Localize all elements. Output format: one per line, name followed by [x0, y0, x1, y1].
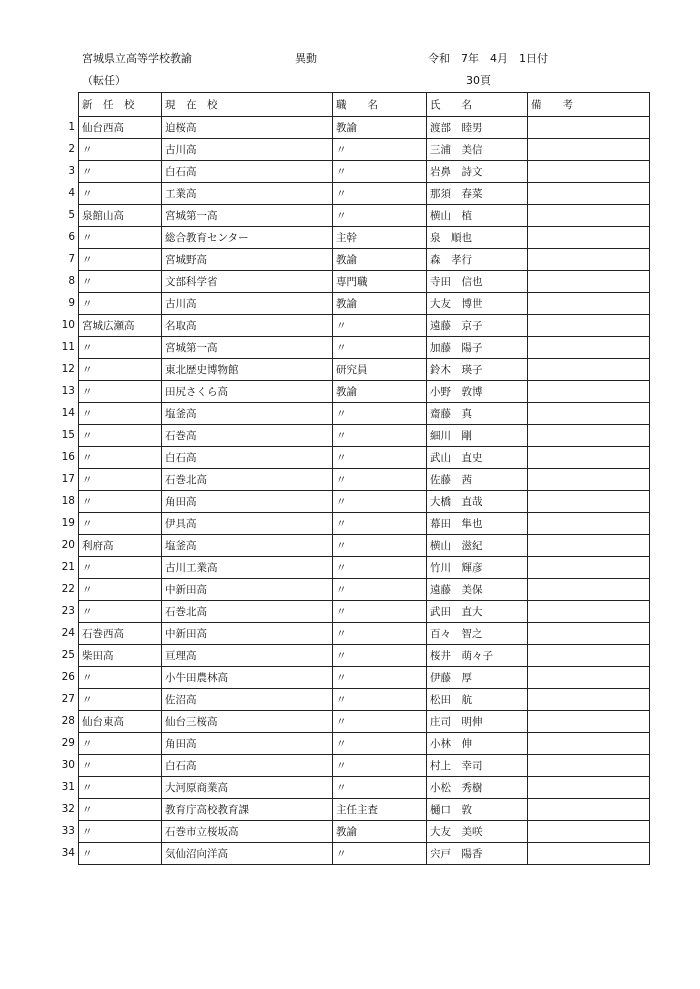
remarks-cell [528, 645, 650, 667]
name-cell: 樋口 敦 [427, 799, 528, 821]
name-cell: 小林 伸 [427, 733, 528, 755]
row-number: 14 [61, 407, 75, 419]
table-row [79, 337, 650, 359]
current-school-cell: 伊具高 [162, 513, 333, 535]
position-cell: 〃 [333, 491, 427, 513]
new-school-text: 〃 [82, 496, 93, 508]
position-cell: 〃 [333, 755, 427, 777]
new-school-cell [68, 205, 162, 227]
name-cell: 村上 幸司 [427, 755, 528, 777]
position-cell: 〃 [333, 645, 427, 667]
remarks-cell [528, 183, 650, 205]
row-number: 8 [68, 275, 75, 287]
new-school-text: 〃 [82, 298, 93, 310]
new-school-text: 石巻西高 [82, 628, 124, 640]
new-school-cell [61, 557, 162, 579]
remarks-cell [528, 249, 650, 271]
new-school-text: 〃 [82, 474, 93, 486]
document-organization: 宮城県立高等学校教諭 [82, 52, 192, 65]
table-row [79, 271, 650, 293]
new-school-cell [68, 227, 162, 249]
new-school-text: 〃 [82, 848, 93, 860]
new-school-text: 〃 [82, 144, 93, 156]
position-cell: 主任主査 [333, 799, 427, 821]
new-school-text: 柴田高 [82, 650, 114, 662]
position-cell: 〃 [333, 513, 427, 535]
remarks-cell [528, 711, 650, 733]
column-header-remarks: 備 考 [528, 93, 650, 117]
position-cell: 〃 [333, 777, 427, 799]
current-school-cell: 田尻さくら高 [162, 381, 333, 403]
table-row [79, 381, 650, 403]
table-row [79, 161, 650, 183]
new-school-cell [61, 469, 162, 491]
row-number: 9 [68, 297, 75, 309]
new-school-text: 〃 [82, 584, 93, 596]
row-number: 31 [61, 781, 75, 793]
current-school-cell: 石巻北高 [162, 601, 333, 623]
effective-date: 令和 7年 4月 1日付 [428, 52, 548, 65]
table-row [79, 447, 650, 469]
new-school-text: 〃 [82, 232, 93, 244]
name-cell: 寺田 信也 [427, 271, 528, 293]
table-row [79, 117, 650, 139]
remarks-cell [528, 227, 650, 249]
new-school-text: 宮城広瀬高 [82, 320, 135, 332]
current-school-cell: 石巻市立桜坂高 [162, 821, 333, 843]
current-school-cell: 塩釜高 [162, 403, 333, 425]
row-number: 2 [68, 143, 75, 155]
row-number: 28 [61, 715, 75, 727]
new-school-cell [61, 403, 162, 425]
current-school-cell: 宮城第一高 [162, 337, 333, 359]
current-school-cell: 角田高 [162, 491, 333, 513]
table-row [79, 535, 650, 557]
new-school-cell [61, 623, 162, 645]
row-number: 29 [61, 737, 75, 749]
name-cell: 齋藤 真 [427, 403, 528, 425]
remarks-cell [528, 557, 650, 579]
row-number: 23 [61, 605, 75, 617]
name-cell: 横山 植 [427, 205, 528, 227]
remarks-cell [528, 601, 650, 623]
new-school-text: 〃 [82, 386, 93, 398]
remarks-cell [528, 139, 650, 161]
name-cell: 竹川 輝彦 [427, 557, 528, 579]
position-cell: 〃 [333, 183, 427, 205]
row-number: 34 [61, 847, 75, 859]
new-school-text: 仙台東高 [82, 716, 124, 728]
position-cell: 〃 [333, 667, 427, 689]
table-row [79, 205, 650, 227]
new-school-cell [61, 359, 162, 381]
new-school-cell [61, 381, 162, 403]
remarks-cell [528, 689, 650, 711]
new-school-cell [61, 821, 162, 843]
new-school-cell [68, 139, 162, 161]
new-school-text: 泉館山高 [82, 210, 124, 222]
row-number: 4 [68, 187, 75, 199]
name-cell: 庄司 明伸 [427, 711, 528, 733]
remarks-cell [528, 733, 650, 755]
new-school-cell [61, 689, 162, 711]
new-school-text: 〃 [82, 364, 93, 376]
row-number: 16 [61, 451, 75, 463]
row-number: 6 [68, 231, 75, 243]
table-row [79, 733, 650, 755]
new-school-text: 〃 [82, 760, 93, 772]
position-cell: 研究員 [333, 359, 427, 381]
table-row [79, 513, 650, 535]
name-cell: 松田 航 [427, 689, 528, 711]
new-school-text: 〃 [82, 826, 93, 838]
name-cell: 伊藤 厚 [427, 667, 528, 689]
current-school-cell: 佐沼高 [162, 689, 333, 711]
row-number: 27 [61, 693, 75, 705]
position-cell: 〃 [333, 403, 427, 425]
new-school-cell [61, 491, 162, 513]
new-school-text: 〃 [82, 408, 93, 420]
name-cell: 百々 智之 [427, 623, 528, 645]
current-school-cell: 気仙沼向洋高 [162, 843, 333, 865]
remarks-cell [528, 403, 650, 425]
column-header-new-school: 新 任 校 [79, 93, 162, 117]
table-row [79, 777, 650, 799]
table-row [79, 183, 650, 205]
current-school-cell: 文部科学省 [162, 271, 333, 293]
new-school-cell [61, 755, 162, 777]
row-number: 15 [61, 429, 75, 441]
column-header-current-school: 現 在 校 [162, 93, 333, 117]
row-number: 3 [68, 165, 75, 177]
new-school-cell [61, 711, 162, 733]
position-cell: 〃 [333, 425, 427, 447]
position-cell: 〃 [333, 711, 427, 733]
table-row [79, 249, 650, 271]
current-school-cell: 大河原商業高 [162, 777, 333, 799]
name-cell: 泉 順也 [427, 227, 528, 249]
table-row [79, 293, 650, 315]
name-cell: 遠藤 美保 [427, 579, 528, 601]
name-cell: 那須 春菜 [427, 183, 528, 205]
position-cell: 主幹 [333, 227, 427, 249]
remarks-cell [528, 337, 650, 359]
row-number: 33 [61, 825, 75, 837]
new-school-text: 〃 [82, 188, 93, 200]
row-number: 22 [61, 583, 75, 595]
remarks-cell [528, 843, 650, 865]
row-number: 7 [68, 253, 75, 265]
name-cell: 武田 直大 [427, 601, 528, 623]
current-school-cell: 宮城野高 [162, 249, 333, 271]
name-cell: 大橋 直哉 [427, 491, 528, 513]
position-cell: 〃 [333, 139, 427, 161]
new-school-cell [68, 271, 162, 293]
row-number: 5 [68, 209, 75, 221]
table-row [79, 139, 650, 161]
new-school-text: 〃 [82, 276, 93, 288]
new-school-text: 〃 [82, 804, 93, 816]
current-school-cell: 東北歴史博物館 [162, 359, 333, 381]
row-number: 12 [61, 363, 75, 375]
table-row [79, 425, 650, 447]
current-school-cell: 亘理高 [162, 645, 333, 667]
table-row [79, 403, 650, 425]
position-cell: 教諭 [333, 821, 427, 843]
remarks-cell [528, 777, 650, 799]
row-number: 32 [61, 803, 75, 815]
current-school-cell: 仙台三桜高 [162, 711, 333, 733]
new-school-cell [61, 777, 162, 799]
current-school-cell: 宮城第一高 [162, 205, 333, 227]
name-cell: 細川 剛 [427, 425, 528, 447]
table-row [79, 821, 650, 843]
table-row [79, 623, 650, 645]
new-school-text: 仙台西高 [82, 122, 124, 134]
current-school-cell: 中新田高 [162, 623, 333, 645]
new-school-cell [61, 733, 162, 755]
new-school-text: 〃 [82, 738, 93, 750]
current-school-cell: 塩釜高 [162, 535, 333, 557]
new-school-cell [61, 843, 162, 865]
table-row [79, 601, 650, 623]
row-number: 1 [68, 121, 75, 133]
new-school-cell [68, 117, 162, 139]
position-cell: 教諭 [333, 117, 427, 139]
row-number: 11 [61, 341, 75, 353]
new-school-cell [61, 579, 162, 601]
new-school-cell [61, 315, 162, 337]
remarks-cell [528, 535, 650, 557]
column-header-name: 氏 名 [427, 93, 528, 117]
new-school-cell [61, 447, 162, 469]
current-school-cell: 迫桜高 [162, 117, 333, 139]
current-school-cell: 白石高 [162, 161, 333, 183]
table-row [79, 755, 650, 777]
name-cell: 佐藤 茜 [427, 469, 528, 491]
position-cell: 〃 [333, 469, 427, 491]
current-school-cell: 白石高 [162, 755, 333, 777]
position-cell: 〃 [333, 161, 427, 183]
name-cell: 武山 直史 [427, 447, 528, 469]
table-row [79, 689, 650, 711]
row-number: 10 [61, 319, 75, 331]
new-school-cell [68, 249, 162, 271]
current-school-cell: 角田高 [162, 733, 333, 755]
current-school-cell: 中新田高 [162, 579, 333, 601]
table-row [79, 469, 650, 491]
position-cell: 教諭 [333, 249, 427, 271]
current-school-cell: 小牛田農林高 [162, 667, 333, 689]
position-cell: 〃 [333, 205, 427, 227]
position-cell: 〃 [333, 843, 427, 865]
new-school-text: 〃 [82, 452, 93, 464]
current-school-cell: 石巻北高 [162, 469, 333, 491]
position-cell: 〃 [333, 447, 427, 469]
name-cell: 宍戸 陽香 [427, 843, 528, 865]
table-header-row [79, 93, 650, 117]
current-school-cell: 古川高 [162, 139, 333, 161]
row-number: 26 [61, 671, 75, 683]
new-school-text: 〃 [82, 782, 93, 794]
table-row [79, 557, 650, 579]
table-row [79, 645, 650, 667]
row-number: 24 [61, 627, 75, 639]
row-number: 13 [61, 385, 75, 397]
new-school-text: 〃 [82, 672, 93, 684]
name-cell: 大友 美咲 [427, 821, 528, 843]
new-school-text: 〃 [82, 342, 93, 354]
name-cell: 幕田 隼也 [427, 513, 528, 535]
new-school-cell [61, 799, 162, 821]
remarks-cell [528, 447, 650, 469]
current-school-cell: 総合教育センター [162, 227, 333, 249]
current-school-cell: 古川高 [162, 293, 333, 315]
table-row [79, 579, 650, 601]
new-school-cell [61, 535, 162, 557]
name-cell: 横山 滋紀 [427, 535, 528, 557]
remarks-cell [528, 359, 650, 381]
row-number: 17 [61, 473, 75, 485]
new-school-cell [61, 645, 162, 667]
remarks-cell [528, 513, 650, 535]
remarks-cell [528, 579, 650, 601]
new-school-text: 〃 [82, 254, 93, 266]
remarks-cell [528, 205, 650, 227]
new-school-text: 〃 [82, 606, 93, 618]
new-school-text: 利府高 [82, 540, 114, 552]
table-row [79, 843, 650, 865]
position-cell: 〃 [333, 689, 427, 711]
new-school-text: 〃 [82, 694, 93, 706]
new-school-cell [68, 293, 162, 315]
row-number: 21 [61, 561, 75, 573]
position-cell: 教諭 [333, 293, 427, 315]
remarks-cell [528, 117, 650, 139]
name-cell: 岩鼻 詩文 [427, 161, 528, 183]
remarks-cell [528, 491, 650, 513]
row-number: 20 [61, 539, 75, 551]
remarks-cell [528, 799, 650, 821]
table-row [79, 227, 650, 249]
table-row [79, 667, 650, 689]
remarks-cell [528, 623, 650, 645]
current-school-cell: 石巻高 [162, 425, 333, 447]
table-row [79, 315, 650, 337]
new-school-cell [61, 601, 162, 623]
new-school-cell [68, 161, 162, 183]
position-cell: 〃 [333, 733, 427, 755]
table-row [79, 711, 650, 733]
row-number: 19 [61, 517, 75, 529]
new-school-cell [61, 513, 162, 535]
name-cell: 小野 敦博 [427, 381, 528, 403]
new-school-text: 〃 [82, 430, 93, 442]
current-school-cell: 名取高 [162, 315, 333, 337]
new-school-cell [61, 425, 162, 447]
current-school-cell: 教育庁高校教育課 [162, 799, 333, 821]
remarks-cell [528, 469, 650, 491]
name-cell: 桜井 萌々子 [427, 645, 528, 667]
position-cell: 〃 [333, 315, 427, 337]
new-school-cell [68, 183, 162, 205]
name-cell: 森 孝行 [427, 249, 528, 271]
remarks-cell [528, 381, 650, 403]
name-cell: 鈴木 瑛子 [427, 359, 528, 381]
transfer-category: （転任） [82, 74, 126, 87]
new-school-text: 〃 [82, 562, 93, 574]
position-cell: 専門職 [333, 271, 427, 293]
table-row [79, 491, 650, 513]
name-cell: 加藤 陽子 [427, 337, 528, 359]
table-row [79, 359, 650, 381]
remarks-cell [528, 315, 650, 337]
new-school-cell [61, 667, 162, 689]
new-school-cell [61, 337, 162, 359]
table-row [79, 799, 650, 821]
position-cell: 〃 [333, 623, 427, 645]
remarks-cell [528, 667, 650, 689]
remarks-cell [528, 293, 650, 315]
name-cell: 渡部 睦男 [427, 117, 528, 139]
remarks-cell [528, 821, 650, 843]
transfer-table [61, 92, 650, 865]
remarks-cell [528, 271, 650, 293]
remarks-cell [528, 425, 650, 447]
name-cell: 大友 博世 [427, 293, 528, 315]
row-number: 30 [61, 759, 75, 771]
name-cell: 遠藤 京子 [427, 315, 528, 337]
position-cell: 教諭 [333, 381, 427, 403]
remarks-cell [528, 161, 650, 183]
new-school-text: 〃 [82, 166, 93, 178]
table-body [61, 117, 650, 865]
page-number: 30頁 [466, 74, 491, 87]
current-school-cell: 工業高 [162, 183, 333, 205]
row-number: 25 [61, 649, 75, 661]
column-header-position: 職 名 [333, 93, 427, 117]
current-school-cell: 白石高 [162, 447, 333, 469]
new-school-text: 〃 [82, 518, 93, 530]
row-number: 18 [61, 495, 75, 507]
position-cell: 〃 [333, 535, 427, 557]
name-cell: 三浦 美信 [427, 139, 528, 161]
position-cell: 〃 [333, 579, 427, 601]
position-cell: 〃 [333, 601, 427, 623]
name-cell: 小松 秀樹 [427, 777, 528, 799]
current-school-cell: 古川工業高 [162, 557, 333, 579]
position-cell: 〃 [333, 337, 427, 359]
document-kind: 異動 [295, 52, 317, 65]
remarks-cell [528, 755, 650, 777]
position-cell: 〃 [333, 557, 427, 579]
